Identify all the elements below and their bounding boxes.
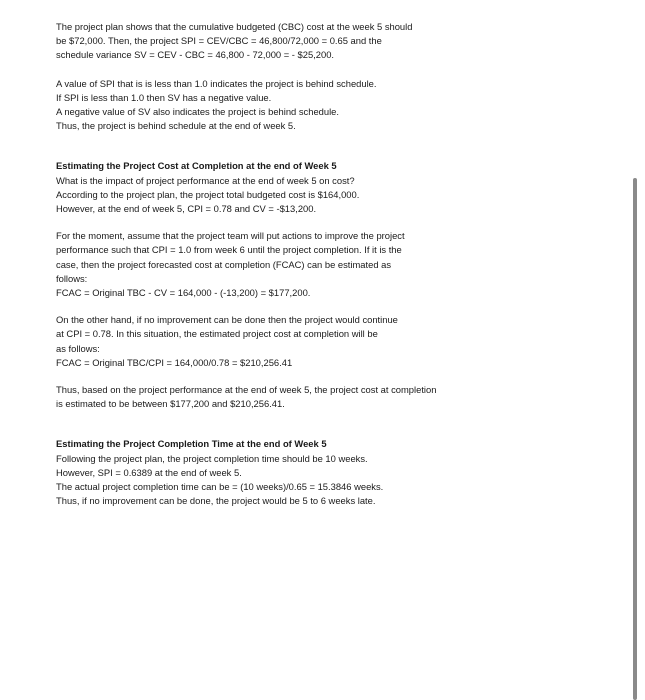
text-line: For the moment, assume that the project team will put actions to improve the project [56,230,405,242]
text-line: The project plan shows that the cumulative budgeted (CBC) cost at the week 5 should [56,21,413,32]
text-line: A negative value of SV also indicates the project is behind schedule. [56,106,339,118]
text-line: Thus, the project is behind schedule at the end of week 5. [56,120,296,132]
text-line: Thus, based on the project performance at the end of week 5, the project cost at completion [56,384,437,396]
text-line: schedule variance SV = CEV - CBC = 46,800 - 72,000 = - $25,200. [56,49,335,61]
spi-calculation-paragraph [56,20,486,63]
text-line: What is the impact of project performance at the end of week 5 on cost? [56,174,355,186]
spi-interpretation-paragraph [56,77,486,134]
text-line: as follows: [56,342,100,354]
text-line: case, then the project forecasted cost at completion (FCAC) can be estimated as [56,258,392,270]
completion-time-section [56,437,486,508]
text-line: follows: [56,272,88,284]
fcac-formula-no-improvement: FCAC = Original TBC/CPI = 164,000/0.78 = $210,256.41 [56,356,293,368]
text-line: performance such that CPI = 1.0 from week 6 until the project completion. If it is the [56,244,402,256]
text-line: A value of SPI that is is less than 1.0 indicates the project is behind schedule. [56,77,377,89]
document-body [56,20,486,508]
cost-section-heading: Estimating the Project Cost at Completion at the end of Week 5 [56,160,337,172]
text-line: is estimated to be between $177,200 and $210,256.41. [56,398,285,410]
vertical-scrollbar[interactable] [633,178,637,700]
text-line: Thus, if no improvement can be done, the project would be 5 to 6 weeks late. [56,495,376,507]
text-line: Following the project plan, the project completion time should be 10 weeks. [56,452,368,464]
text-line: The actual project completion time can be = (10 weeks)/0.65 = 15.3846 weeks. [56,481,384,493]
fcac-formula-improved: FCAC = Original TBC - CV = 164,000 - (-13,200) = $177,200. [56,287,311,299]
text-line: However, SPI = 0.6389 at the end of week 5. [56,466,242,478]
text-line: On the other hand, if no improvement can be done then the project would continue [56,314,398,326]
text-line: According to the project plan, the project total budgeted cost is $164,000. [56,188,360,200]
cost-completion-section [56,159,486,411]
text-line: be $72,000. Then, the project SPI = CEV/CBC = 46,800/72,000 = 0.65 and the [56,35,382,47]
text-line: However, at the end of week 5, CPI = 0.78 and CV = -$13,200. [56,203,317,215]
text-line: at CPI = 0.78. In this situation, the estimated project cost at completion will be [56,328,378,340]
time-section-heading: Estimating the Project Completion Time at the end of Week 5 [56,438,327,450]
text-line: If SPI is less than 1.0 then SV has a negative value. [56,91,272,103]
